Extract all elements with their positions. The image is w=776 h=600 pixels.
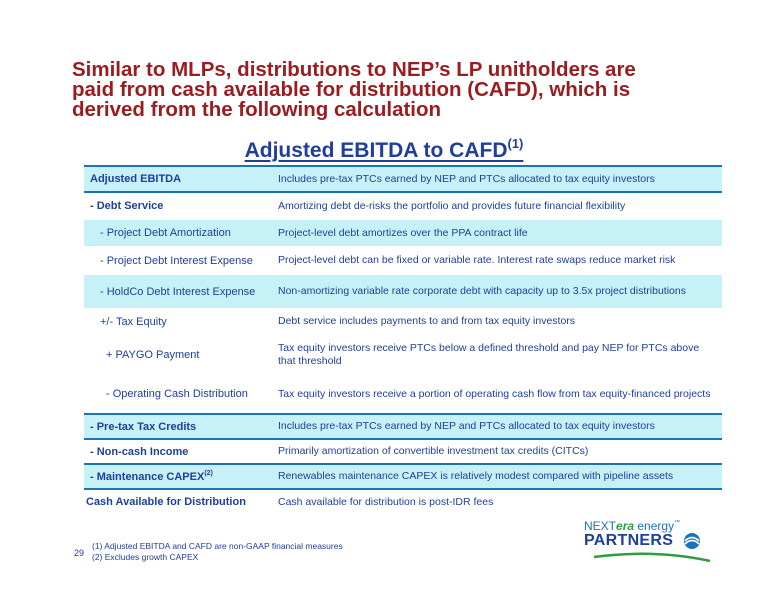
row-label-footnote-ref: (2) bbox=[204, 470, 213, 477]
row-label bbox=[84, 286, 278, 298]
footnote: (1) Adjusted EBITDA and CAFD are non-GAAP financial measures bbox=[92, 541, 343, 551]
row-label bbox=[84, 200, 278, 212]
row-description: Primarily amortization of convertible investment tax credits (CITCs) bbox=[278, 445, 589, 457]
row-label-text: - Project Debt Amortization bbox=[100, 227, 231, 239]
row-description: Project-level debt amortizes over the PPA contract life bbox=[278, 226, 528, 239]
row-label-text: - Project Debt Interest Expense bbox=[100, 254, 253, 267]
logo-tm: ™ bbox=[674, 520, 681, 526]
table-row bbox=[84, 415, 722, 440]
row-label bbox=[84, 421, 278, 433]
table-title-text bbox=[245, 136, 524, 163]
row-label-text: Cash Available for Distribution bbox=[86, 496, 246, 508]
cafd-table bbox=[84, 165, 722, 515]
row-description: Includes pre-tax PTCs earned by NEP and PTCs allocated to tax equity investors bbox=[278, 172, 655, 185]
row-label bbox=[84, 349, 278, 361]
row-label-text: - Non-cash Income bbox=[90, 445, 189, 458]
row-label bbox=[84, 227, 278, 239]
table-row bbox=[84, 490, 722, 515]
row-description: Amortizing debt de-risks the portfolio and provides future financial flexibility bbox=[278, 199, 626, 212]
table-row bbox=[84, 193, 722, 220]
logo-era: era bbox=[616, 519, 635, 533]
row-description: Non-amortizing variable rate corporate debt with capacity up to 3.5x project distributions bbox=[278, 285, 686, 297]
footnote: (2) Excludes growth CAPEX bbox=[92, 552, 199, 562]
row-description: Debt service includes payments to and from tax equity investors bbox=[278, 315, 576, 327]
row-description: Tax equity investors receive a portion of operating cash flow from tax equity-financed projects bbox=[278, 387, 711, 400]
row-label bbox=[84, 446, 278, 458]
row-label-text: + PAYGO Payment bbox=[106, 348, 200, 361]
row-label-text: - Debt Service bbox=[90, 200, 164, 212]
row-label-text: - Pre-tax Tax Credits bbox=[90, 420, 197, 433]
logo-next: NEXT bbox=[584, 519, 617, 533]
table-row bbox=[84, 465, 722, 490]
row-label-text: - HoldCo Debt Interest Expense bbox=[100, 285, 256, 298]
row-label bbox=[84, 173, 278, 185]
table-row bbox=[84, 375, 722, 415]
row-description: Includes pre-tax PTCs earned by NEP and PTCs allocated to tax equity investors bbox=[278, 420, 655, 432]
table-title-footnote-ref: (1) bbox=[507, 136, 524, 151]
table-row bbox=[84, 167, 722, 193]
row-label bbox=[84, 496, 278, 508]
row-label-text: - Maintenance CAPEX bbox=[90, 471, 205, 483]
row-description: Project-level debt can be fixed or variable rate. Interest rate swaps reduce market risk bbox=[278, 254, 676, 266]
table-title bbox=[0, 136, 776, 163]
table-row bbox=[84, 275, 722, 309]
logo-wordmark-partners: PARTNERS bbox=[584, 532, 674, 549]
row-description: Cash available for distribution is post-IDR fees bbox=[278, 495, 494, 508]
row-label bbox=[84, 388, 278, 400]
row-label bbox=[84, 470, 278, 483]
table-title-label: Adjusted EBITDA to CAFD bbox=[244, 139, 508, 162]
table-row bbox=[84, 309, 722, 335]
table-row bbox=[84, 220, 722, 247]
swoosh-icon bbox=[584, 519, 714, 567]
table-row bbox=[84, 440, 722, 465]
headline-line: derived from the following calculation bbox=[72, 98, 442, 121]
row-label-text: Adjusted EBITDA bbox=[90, 173, 182, 185]
row-label-text: +/- Tax Equity bbox=[100, 315, 167, 328]
row-description: Renewables maintenance CAPEX is relatively modest compared with pipeline assets bbox=[278, 470, 674, 482]
row-label bbox=[84, 316, 278, 328]
headline-line: paid from cash available for distribution (CAFD), which is bbox=[72, 78, 631, 101]
row-description: Tax equity investors receive PTCs below a defined threshold and pay NEP for PTCs above that threshold bbox=[278, 341, 700, 367]
table-row bbox=[84, 247, 722, 275]
row-label-text: - Operating Cash Distribution bbox=[106, 388, 248, 400]
headline-line: Similar to MLPs, distributions to NEP’s LP unitholders are bbox=[72, 58, 636, 81]
headline bbox=[72, 60, 752, 120]
page-number: 29 bbox=[74, 548, 85, 558]
table-row bbox=[84, 335, 722, 375]
footnotes bbox=[92, 541, 343, 563]
row-label bbox=[84, 255, 278, 267]
logo-energy: energy bbox=[634, 519, 675, 533]
nextera-energy-partners-logo bbox=[584, 519, 714, 567]
